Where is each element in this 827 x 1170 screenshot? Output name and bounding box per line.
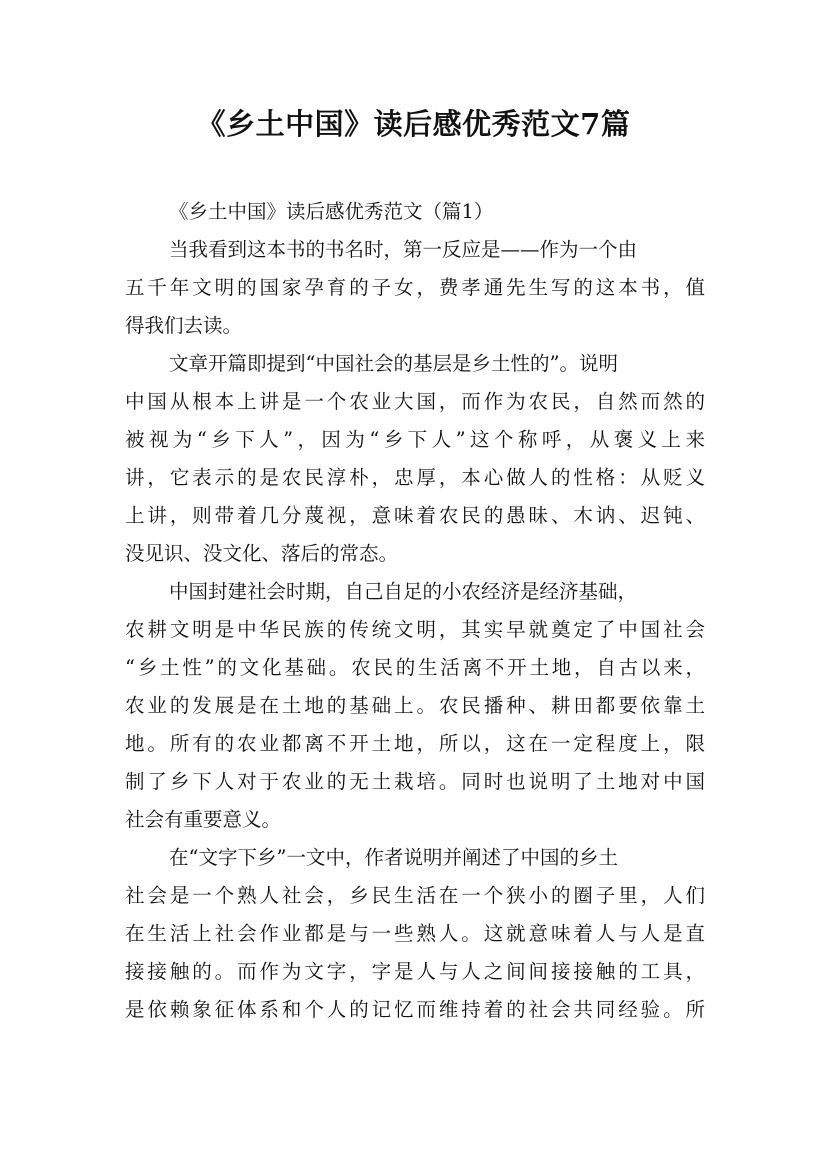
paragraph-line: 社会有重要意义。 bbox=[125, 808, 282, 831]
paragraph-line: 当我看到这本书的书名时，第一反应是——作为一个由 bbox=[169, 238, 638, 261]
paragraph-line: 接接触的。而作为文字，字是人与人之间间接接触的工具， bbox=[125, 960, 705, 983]
paragraph-line: 农耕文明是中华民族的传统文明，其实早就奠定了中国社会 bbox=[125, 618, 705, 641]
paragraph-line: 被视为“乡下人”，因为“乡下人”这个称呼，从褒义上来 bbox=[125, 428, 705, 451]
paragraph-line: 是依赖象征体系和个人的记忆而维持着的社会共同经验。所 bbox=[125, 998, 705, 1021]
paragraph-line: 中国从根本上讲是一个农业大国，而作为农民，自然而然的 bbox=[125, 390, 705, 413]
paragraph-line: 得我们去读。 bbox=[125, 314, 243, 337]
paragraph-line: 讲，它表示的是农民淳朴，忠厚，本心做人的性格：从贬义 bbox=[125, 466, 705, 489]
paragraph-line: 没见识、没文化、落后的常态。 bbox=[125, 542, 399, 565]
paragraph-line: 在生活上社会作业都是与一些熟人。这就意味着人与人是直 bbox=[125, 922, 705, 945]
paragraph-line: 文章开篇即提到“中国社会的基层是乡土性的”。说明 bbox=[169, 352, 618, 375]
document-title: 《乡土中国》读后感优秀范文7篇 bbox=[196, 107, 631, 141]
paragraph-line: 在“文字下乡”一文中，作者说明并阐述了中国的乡土 bbox=[169, 846, 618, 869]
section-heading: 《乡土中国》读后感优秀范文（篇1） bbox=[169, 200, 494, 223]
paragraph-line: “乡土性”的文化基础。农民的生活离不开土地，自古以来， bbox=[125, 656, 705, 679]
paragraph-line: 上讲，则带着几分蔑视，意味着农民的愚昧、木讷、迟钝、 bbox=[125, 504, 705, 527]
paragraph-line: 五千年文明的国家孕育的子女，费孝通先生写的这本书，值 bbox=[125, 276, 705, 299]
document-body bbox=[125, 193, 705, 1029]
paragraph-line: 社会是一个熟人社会，乡民生活在一个狭小的圈子里，人们 bbox=[125, 884, 705, 907]
paragraph-line: 中国封建社会时期，自己自足的小农经济是经济基础， bbox=[169, 580, 638, 603]
paragraph-line: 农业的发展是在土地的基础上。农民播种、耕田都要依靠土 bbox=[125, 694, 705, 717]
paragraph-line: 制了乡下人对于农业的无土栽培。同时也说明了土地对中国 bbox=[125, 770, 705, 793]
paragraph-line: 地。所有的农业都离不开土地，所以，这在一定程度上，限 bbox=[125, 732, 705, 755]
